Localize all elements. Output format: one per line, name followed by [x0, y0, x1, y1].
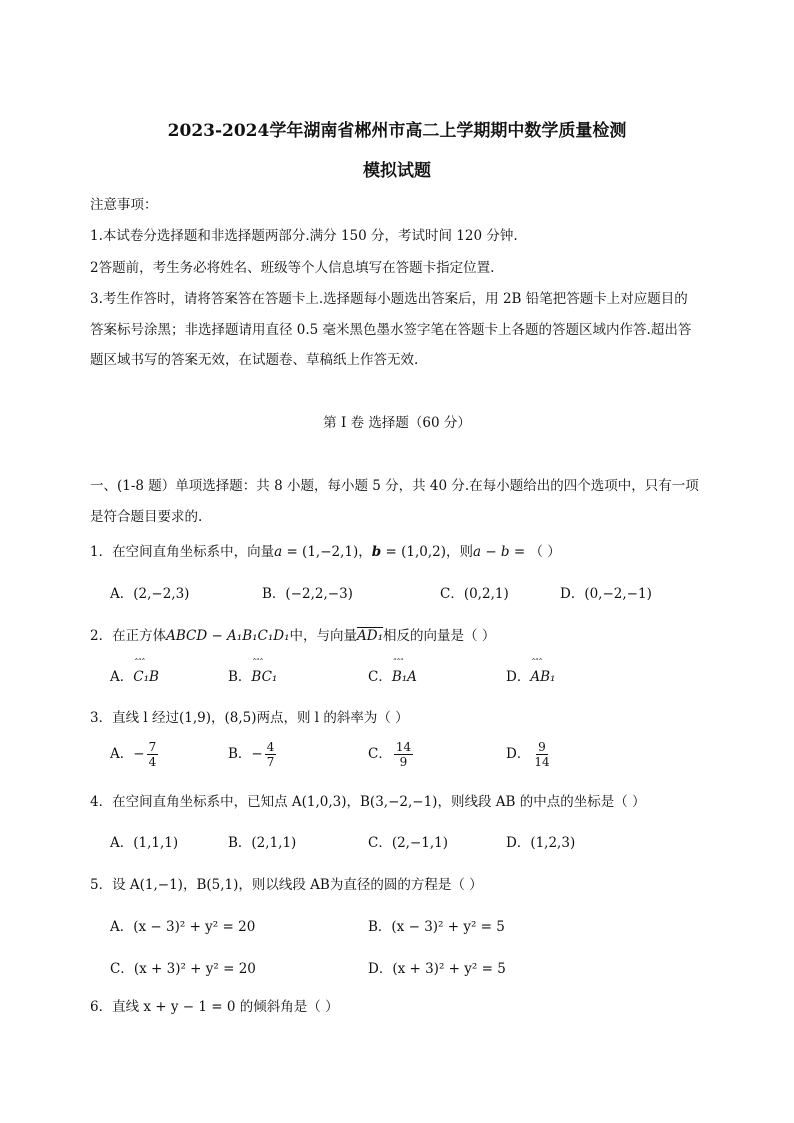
section-intro-line-1: 一、(1-8 题）单项选择题：共 8 小题，每小题 5 分，共 40 分.在每小题给出的四个选项中，只有一项 [90, 478, 699, 494]
question-4-stem: 4．在空间直角坐标系中，已知点 A(1,0,3)，B(3,−2,−1)，则线段 AB 的中点的坐标是（ ） [90, 794, 646, 810]
numerator: 4 [266, 740, 275, 754]
note-item-2: 2答题前，考生务必将姓名、班级等个人信息填写在答题卡指定位置. [90, 260, 495, 276]
note-item-3-line-2: 答案标号涂黑；非选择题请用直径 0.5 毫米黑色墨水签字笔在答题卡上各题的答题区域内作答.超出答 [90, 322, 692, 338]
q2-option-c [368, 665, 417, 685]
q4-option-c: C．(2,−1,1) [368, 835, 449, 851]
q3-option-a-fraction [147, 740, 159, 769]
q5-option-b: B．(x − 3)² + y² = 5 [368, 919, 505, 935]
q1-option-a: A．(2,−2,3) [110, 586, 190, 602]
q2-option-b-label: B． [228, 669, 252, 685]
q1-stem-post: = （ ） [509, 544, 561, 560]
question-3-stem: 3．直线 l 经过(1,9)，(8,5)两点，则 l 的斜率为（ ） [90, 710, 409, 726]
numerator: 9 [538, 740, 546, 754]
numerator: 7 [148, 740, 157, 754]
q3-option-a [110, 740, 160, 769]
q2-option-c-vector: ˆˆˆ B₁A [392, 669, 417, 685]
q2-option-d [506, 665, 555, 685]
question-2-stem [90, 624, 495, 644]
q3-option-d [506, 740, 554, 769]
q2-option-b [228, 665, 277, 685]
q3-option-b-label: B．− [228, 746, 263, 762]
q2-option-a-vector: ˆˆˆ C₁B [133, 669, 159, 685]
note-item-1: 1.本试卷分选择题和非选择题两部分.满分 150 分，考试时间 120 分钟. [90, 228, 518, 244]
denominator: 4 [148, 755, 157, 769]
numerator: 14 [395, 740, 412, 754]
note-item-3-line-3: 题区域书写的答案无效，在试题卷、草稿纸上作答无效. [90, 352, 419, 368]
q3-option-d-fraction [532, 740, 551, 769]
q2-option-a [110, 665, 159, 685]
q4-option-a: A．(1,1,1) [110, 835, 179, 851]
exam-title: 2023-2024学年湖南省郴州市高二上学期期中数学质量检测 [167, 121, 627, 141]
notes-heading: 注意事项： [90, 197, 158, 213]
q3-option-c-fraction [394, 740, 413, 769]
q1-stem-pre: 1．在空间直角坐标系中，向量 [90, 544, 275, 560]
q1-option-c: C．(0,2,1) [440, 586, 509, 602]
q1-option-d: D．(0,−2,−1) [560, 586, 652, 602]
question-1-stem [90, 540, 561, 560]
exam-subtitle: 模拟试题 [363, 161, 431, 181]
section-intro-line-2: 是符合题目要求的. [90, 509, 203, 525]
vector-a: a [274, 544, 283, 560]
q1-eq2: = (1,0,2)，则 [381, 544, 473, 560]
q3-option-b [228, 740, 278, 769]
q5-option-a: A．(x − 3)² + y² = 20 [110, 919, 256, 935]
denominator: 9 [399, 755, 408, 769]
q2-option-b-vector: ˆˆˆ BC₁ [251, 669, 277, 685]
vector-b: b [371, 544, 382, 560]
q2-option-c-label: C． [368, 669, 392, 685]
q2-cube-name: ABCD − A₁B₁C₁D₁ [166, 628, 290, 644]
q2-stem-pre: 2．在正方体 [90, 628, 167, 644]
q4-option-d: D．(1,2,3) [506, 835, 576, 851]
q1-option-b: B．(−2,2,−3) [262, 586, 353, 602]
section-heading: 第 I 卷 选择题（60 分） [323, 415, 471, 431]
q2-option-a-label: A． [110, 669, 134, 685]
q5-option-d: D．(x + 3)² + y² = 5 [368, 961, 506, 977]
q3-option-b-fraction [265, 740, 277, 769]
note-item-3-line-1: 3.考生作答时，请将答案答在答题卡上.选择题每小题选出答案后，用 2B 铅笔把答题卡上对应题目的 [90, 291, 688, 307]
denominator: 14 [534, 755, 550, 769]
q2-option-d-label: D． [506, 669, 531, 685]
q1-eq1: = (1,−2,1)， [282, 544, 372, 560]
denominator: 7 [266, 755, 275, 769]
q2-stem-mid: 中，与向量 [289, 628, 358, 644]
q2-vector-ad1: AD₁ [357, 628, 384, 644]
q3-option-a-label: A．− [110, 746, 145, 762]
q4-option-b: B．(2,1,1) [228, 835, 297, 851]
question-6-stem: 6．直线 x + y − 1 = 0 的倾斜角是（ ） [90, 999, 339, 1015]
q3-option-d-label: D． [506, 746, 531, 762]
q1-expression: a − b [472, 544, 510, 560]
q2-stem-post: 相反的向量是（ ） [383, 628, 496, 644]
q5-option-c: C．(x + 3)² + y² = 20 [110, 961, 256, 977]
q2-option-d-vector: ˆˆˆ AB₁ [530, 669, 555, 685]
q3-option-c [368, 740, 415, 769]
question-5-stem: 5．设 A(1,−1)，B(5,1)，则以线段 AB为直径的圆的方程是（ ） [90, 877, 483, 893]
q3-option-c-label: C． [368, 746, 392, 762]
